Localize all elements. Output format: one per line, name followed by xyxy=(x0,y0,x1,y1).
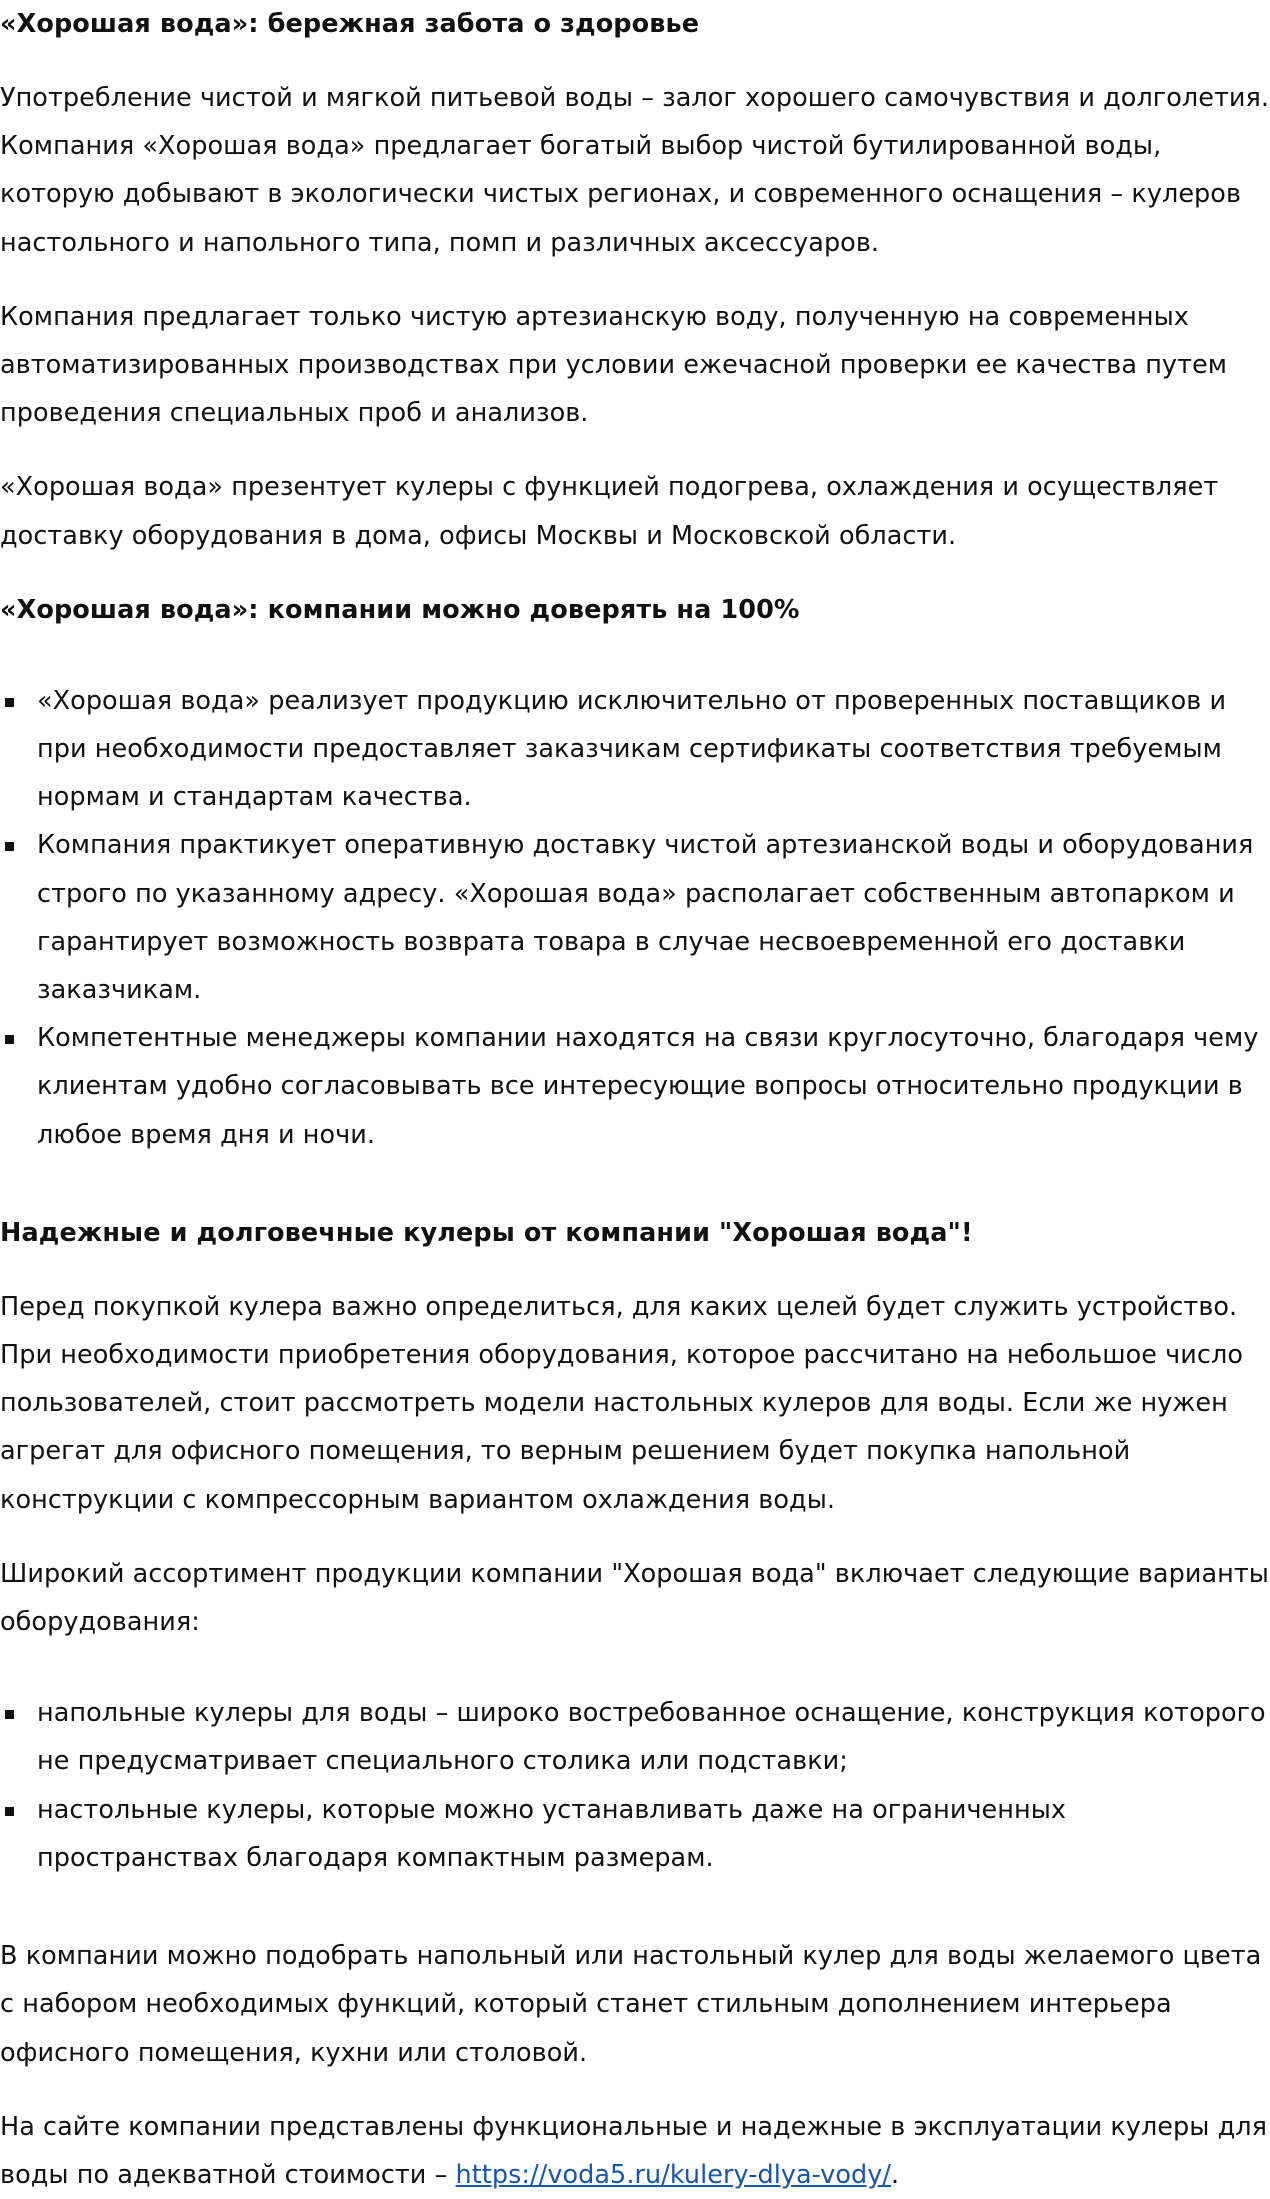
paragraph-website xyxy=(0,2103,1270,2199)
list-item-text: Компетентные менеджеры компании находятся на связи круглосуточно, благодаря чему клиентам удобно согласовывать все интересующие вопросы относительно продукции в любое время дня и ночи. xyxy=(37,1023,1259,1150)
website-text-end: . xyxy=(891,2159,900,2190)
trust-list xyxy=(0,677,1270,1159)
paragraph-intro: Употребление чистой и мягкой питьевой воды – залог хорошего самочувствия и долголетия. Компания «Хорошая вода» предлагает богатый выбор чистой бутилированной воды, которую добывают в экологически чистых регионах, и современного оснащения – кулеров настольного и напольного типа, помп и различных аксессуаров. xyxy=(0,83,1270,258)
spacer xyxy=(0,1159,1270,1209)
paragraph-choosing: Перед покупкой кулера важно определиться, для каких целей будет служить устройство. При необходимости приобретения оборудования, которое рассчитано на небольшое число пользователей, стоит рассмотреть модели настольных кулеров для воды. Если же нужен агрегат для офисного помещения, то верным решением будет покупка напольной конструкции с компрессорным вариантом охлаждения воды. xyxy=(0,1291,1243,1515)
cooler-types-list xyxy=(0,1689,1270,1882)
spacer xyxy=(0,267,1270,293)
bullet-square-icon xyxy=(5,1710,14,1719)
bullet-square-icon xyxy=(5,1035,14,1044)
list-item xyxy=(0,1014,1270,1159)
list-item-text: настольные кулеры, которые можно устанавливать даже на ограниченных пространствах благодаря компактным размерам. xyxy=(37,1794,1067,1873)
list-item xyxy=(0,677,1270,822)
spacer xyxy=(0,48,1270,74)
paragraph-delivery: «Хорошая вода» презентует кулеры с функцией подогрева, охлаждения и осуществляет доставку оборудования в дома, офисы Москвы и Московской области. xyxy=(0,472,1219,551)
bullet-square-icon xyxy=(5,1807,14,1816)
list-item xyxy=(0,821,1270,1014)
spacer xyxy=(0,560,1270,586)
spacer xyxy=(0,1257,1270,1283)
list-item-text: напольные кулеры для воды – широко востребованное оснащение, конструкция которого не предусматривает специального столика или подставки; xyxy=(37,1698,1266,1777)
bullet-square-icon xyxy=(5,698,14,707)
section-title-coolers: Надежные и долговечные кулеры от компании "Хорошая вода"! xyxy=(0,1217,973,1248)
paragraph-artesian: Компания предлагает только чистую артезианскую воду, полученную на современных автоматизированных производствах при условии ежечасной проверки ее качества путем проведения специальных проб и анализов. xyxy=(0,301,1228,429)
spacer xyxy=(0,1646,1270,1689)
spacer xyxy=(0,2077,1270,2103)
catalog-link[interactable]: https://voda5.ru/kulery-dlya-vody/ xyxy=(455,2159,892,2190)
paragraph-assortment: Широкий ассортимент продукции компании "Хорошая вода" включает следующие варианты оборудования: xyxy=(0,1558,1269,1638)
list-item xyxy=(0,1786,1270,1882)
list-item-text: Компания практикует оперативную доставку чистой артезианской воды и оборудования строго по указанному адресу. «Хорошая вода» располагает собственным автопарком и гарантирует возможность возврата товара в случае несвоевременной его доставки заказчикам. xyxy=(37,830,1254,1006)
list-item-text: «Хорошая вода» реализует продукцию исключительно от проверенных поставщиков и при необходимости предоставляет заказчикам сертификаты соответствия требуемым нормам и стандартам качества. xyxy=(37,685,1227,813)
spacer xyxy=(0,634,1270,677)
bullet-square-icon xyxy=(5,842,14,851)
spacer xyxy=(0,437,1270,463)
spacer xyxy=(0,1882,1270,1932)
spacer xyxy=(0,1524,1270,1550)
website-text: На сайте компании представлены функциональные и надежные в эксплуатации кулеры для воды по адекватной стоимости – xyxy=(0,2111,1268,2190)
section-title-health: «Хорошая вода»: бережная забота о здоровье xyxy=(0,9,700,39)
paragraph-color-choice: В компании можно подобрать напольный или настольный кулер для воды желаемого цвета с набором необходимых функций, который станет стильным дополнением интерьера офисного помещения, кухни или столовой. xyxy=(0,1941,1262,2068)
section-title-trust: «Хорошая вода»: компании можно доверять на 100% xyxy=(0,594,800,625)
list-item xyxy=(0,1689,1270,1785)
